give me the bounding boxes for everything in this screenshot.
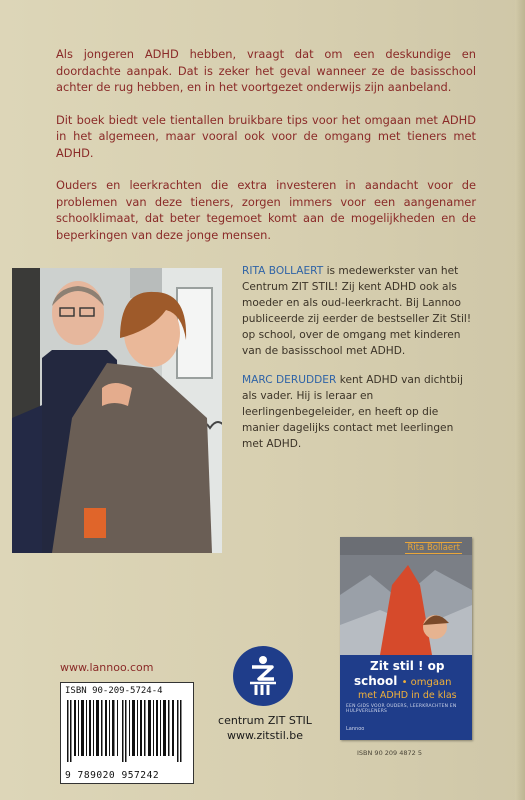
- barcode-bars: [67, 700, 187, 762]
- related-book-title-line3: met ADHD in de klas: [358, 690, 457, 701]
- related-book-title-line1: Zit stil ! op: [370, 659, 445, 673]
- related-book-author: Rita Bollaert: [407, 543, 460, 553]
- related-book-tagline: EEN GIDS VOOR OUDERS, LEERKRACHTEN EN HULPVERLENERS: [346, 704, 457, 714]
- logo-caption-url[interactable]: www.zitstil.be: [226, 729, 304, 742]
- logo-caption: [217, 713, 313, 743]
- publisher-url[interactable]: www.lannoo.com: [60, 661, 154, 674]
- cover-edge: [515, 0, 525, 800]
- barcode: [60, 682, 194, 784]
- blurb-paragraph-2: Dit boek biedt vele tientallen bruikbare tips voor het omgaan met ADHD in het algemeen, maar vooral ook voor de omgang met tieners met ADHD.: [56, 112, 476, 160]
- related-book-title-line2: [354, 674, 451, 688]
- author-photo: [12, 268, 222, 553]
- related-book-title-omgaan: • omgaan: [401, 677, 452, 688]
- bio-rita-text: is medewerkster van het Centrum ZIT STIL! Zij kent ADHD ook als moeder en als oud-leerkracht. Bij Lannoo publiceerde zij eerder de bestseller Zit Stil! op school, over de omgang met kinderen van de basisschool met ADHD.: [242, 265, 472, 357]
- related-book-title-school: school: [354, 674, 398, 688]
- bio-marc: [242, 372, 474, 452]
- related-book-isbn: ISBN 90 209 4872 5: [357, 749, 422, 757]
- author-photo-image: [12, 268, 222, 553]
- related-book-photo: [340, 555, 472, 655]
- bio-marc-text: kent ADHD van dichtbij als vader. Hij is leraar en leerlingenbegeleider, en heeft op die manier dagelijks contact met leerlingen met ADHD.: [242, 374, 463, 450]
- blurb-paragraph-3: Ouders en leerkrachten die extra investeren in aandacht voor de problemen van deze tieners, zorgen immers voor een aangenamer schoolklimaat, dat beter tegemoet komt aan de mogelijkheden en de beperkingen van deze jonge mensen.: [56, 178, 476, 242]
- bio-marc-name: MARC DERUDDER: [242, 374, 337, 386]
- related-book-publisher: Lannoo: [346, 726, 365, 732]
- related-book-cover: [340, 537, 472, 740]
- logo-caption-name: centrum ZIT STIL: [218, 714, 312, 727]
- bio-rita-name: RITA BOLLAERT: [242, 265, 324, 277]
- zit-stil-logo-icon: [232, 645, 294, 707]
- bio-rita: [242, 263, 474, 359]
- barcode-ean-digits: 9 789020 957242: [65, 770, 160, 781]
- barcode-isbn-label: ISBN 90-209-5724-4: [65, 686, 163, 696]
- author-bios: [242, 263, 474, 465]
- blurb: [56, 46, 476, 259]
- blurb-paragraph-1: Als jongeren ADHD hebben, vraagt dat om een deskundige en doordachte aanpak. Dat is zeker het geval wanneer ze de basisschool achter de rug hebben, en in het voortgezet onderwijs zijn aanbeland.: [56, 47, 476, 94]
